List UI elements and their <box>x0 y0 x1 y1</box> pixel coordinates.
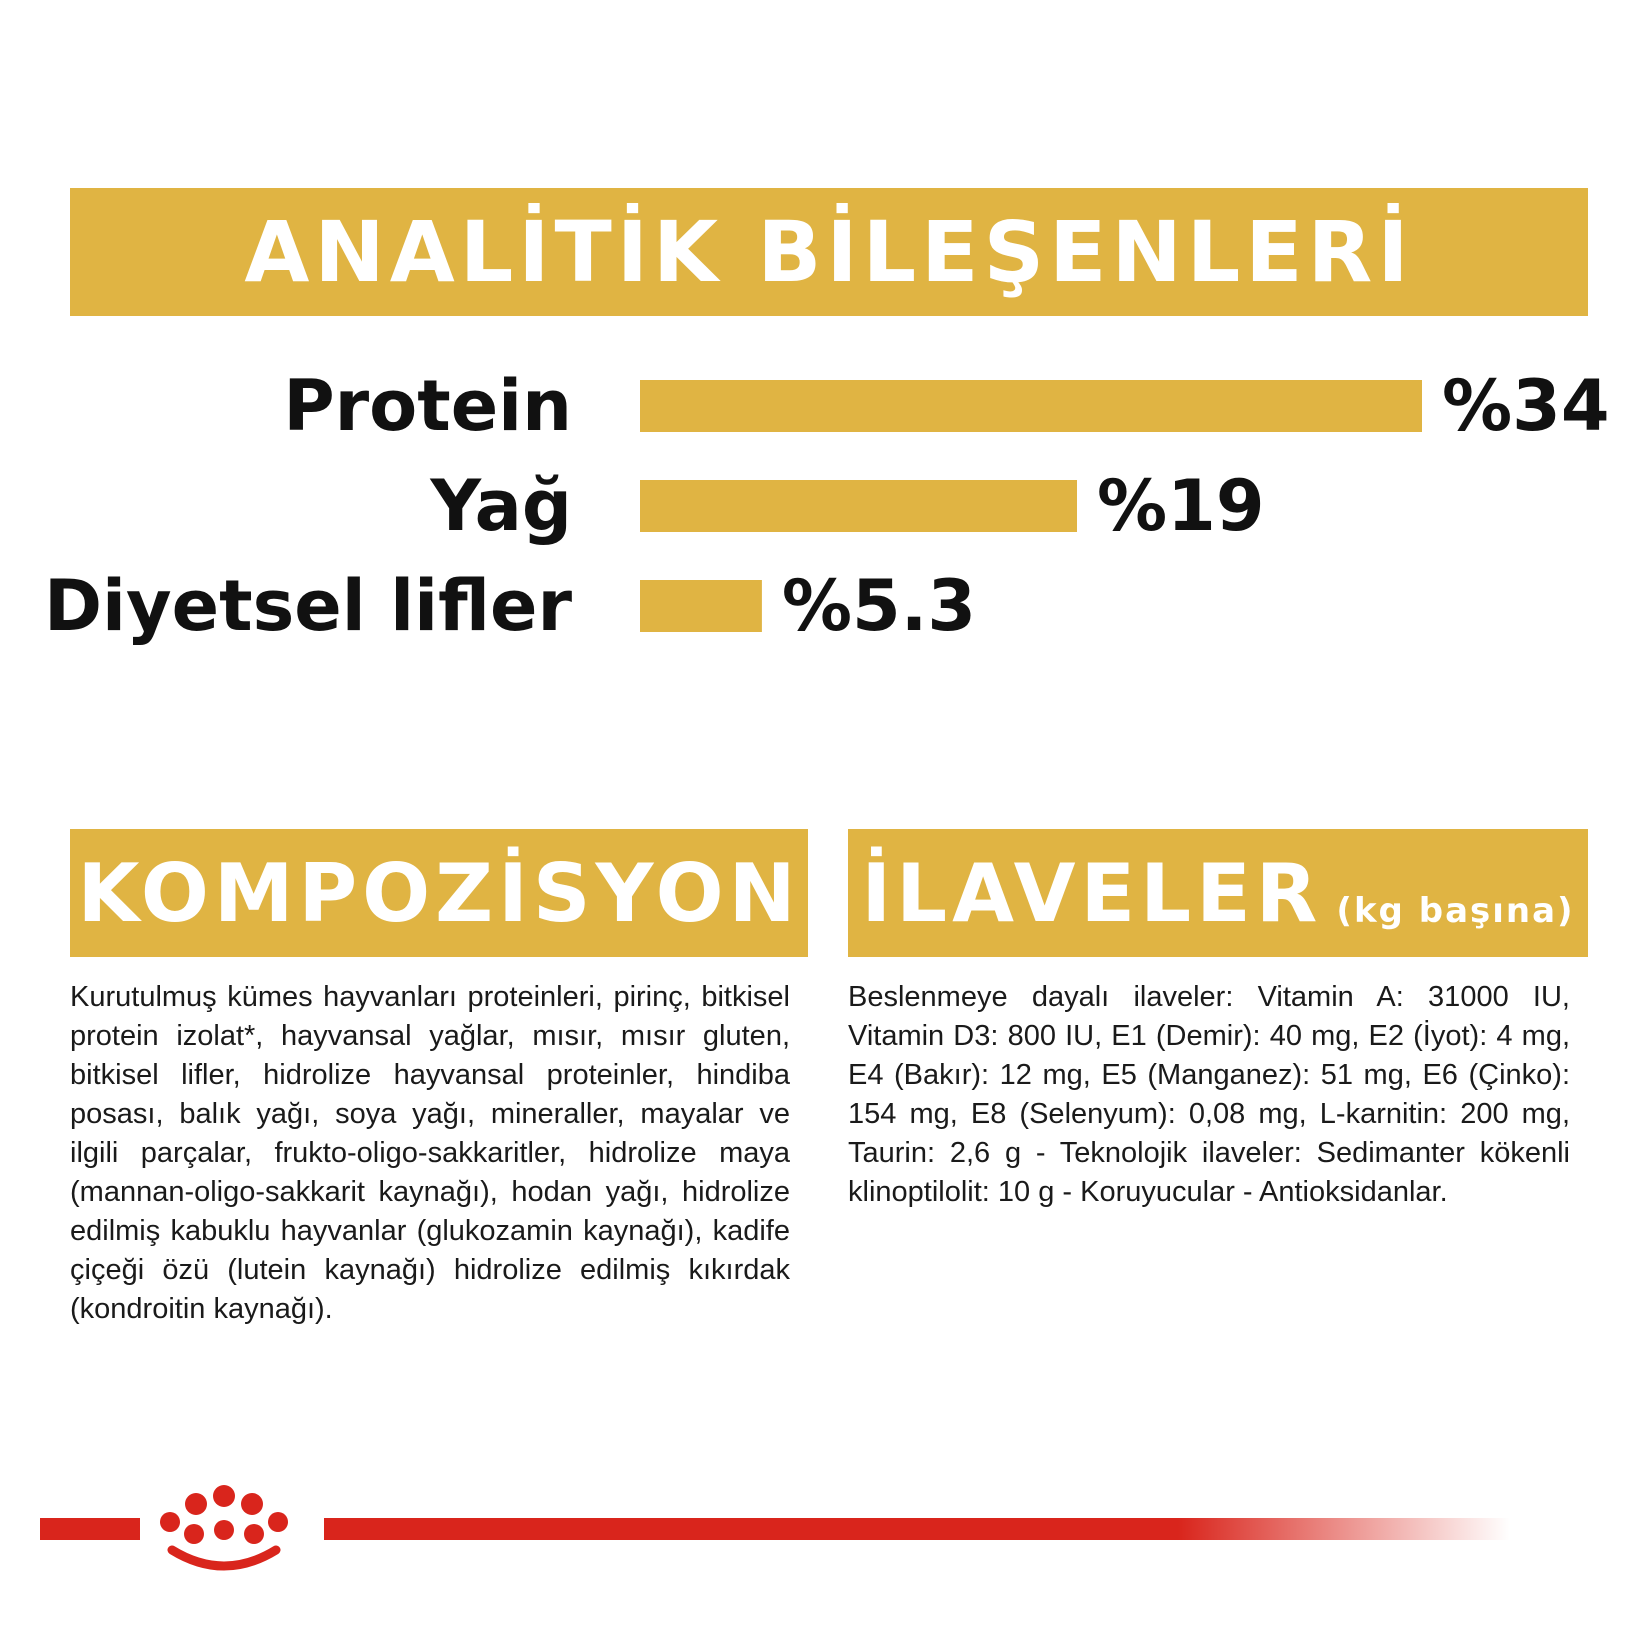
footer-line-right <box>324 1518 1510 1540</box>
bar-category-label: Diyetsel lifler <box>43 565 572 647</box>
bar-value-label: %34 <box>1442 365 1610 447</box>
page-title: ANALİTİK BİLEŞENLERİ <box>244 203 1414 301</box>
additives-heading: İLAVELER <box>861 846 1323 940</box>
composition-text: Kurutulmuş kümes hayvanları proteinleri, pirinç, bitkisel protein izolat*, hayvansal yağlar, mısır, mısır gluten, bitkisel lifler, hidrolize hayvansal proteinler, hindiba posası, balık yağı, soya yağı, mineraller, mayalar ve ilgili parçalar, frukto-oligo-sakkaritler, hidrolize maya (mannan-oligo-sakkarit kaynağı), hodan yağı, hidrolize edilmiş kabuklu hayvanlar (glukozamin kaynağı), kadife çiçeği özü (lutein kaynağı) hidrolize edilmiş kıkırdak (kondroitin kaynağı). <box>70 981 790 1325</box>
bar-category-label: Protein <box>283 365 572 447</box>
bar-category-label: Yağ <box>430 465 572 547</box>
composition-heading: KOMPOZİSYON <box>77 846 801 940</box>
additives-text: Beslenmeye dayalı ilaveler: Vitamin A: 31000 IU, Vitamin D3: 800 IU, E1 (Demir): 40 mg, E2 (İyot): 4 mg, E4 (Bakır): 12 mg, E5 (Manganez): 51 mg, E6 (Çinko): 154 mg, E8 (Selenyum): 0,08 mg, L-karnitin: 200 mg, Taurin: 2,6 g - Teknolojik ilaveler: Sedimanter kökenli klinoptilolit: 10 g - Koruyucular - Antioksidanlar. <box>848 981 1570 1208</box>
royal-canin-crown-icon <box>148 1478 318 1588</box>
bar-value-label: %5.3 <box>781 565 977 647</box>
bar-value-label: %19 <box>1097 465 1265 547</box>
footer-line-left <box>40 1518 140 1540</box>
composition-banner <box>70 829 808 957</box>
bar <box>640 480 1077 532</box>
title-banner <box>70 188 1588 316</box>
bar <box>640 580 762 632</box>
nutrient-bar-chart <box>0 340 1650 660</box>
additives-heading-note: (kg başına) <box>1336 891 1575 931</box>
bar <box>640 380 1422 432</box>
additives-banner <box>848 829 1588 957</box>
